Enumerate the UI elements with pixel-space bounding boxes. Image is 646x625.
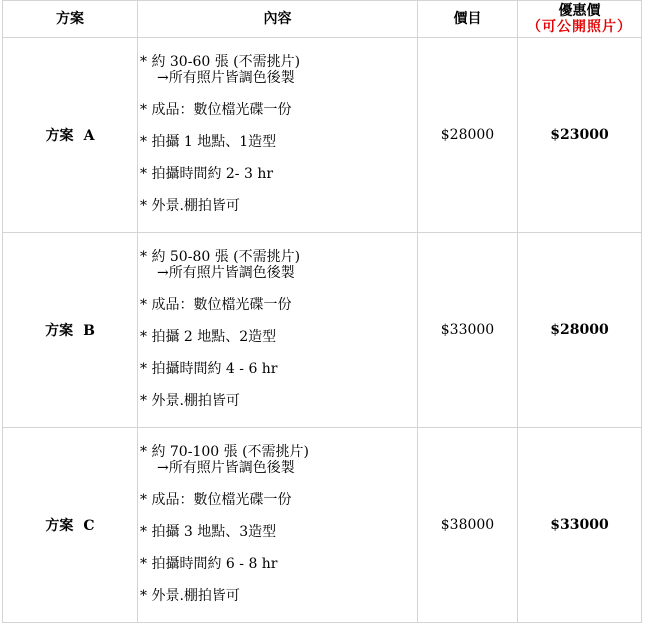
plan-price: $28000 xyxy=(418,38,518,233)
plan-discount-price: $33000 xyxy=(518,428,642,623)
header-content: 內容 xyxy=(138,0,418,38)
plan-content-cell xyxy=(138,428,418,623)
header-price: 價目 xyxy=(418,0,518,38)
plan-name: 方案 xyxy=(45,323,74,339)
content-item: * 約 70-100 張 (不需挑片) →所有照片皆調色後製 xyxy=(140,444,417,476)
header-discount-note: （可公開照片） xyxy=(527,19,632,35)
content-item: * 外景.棚拍皆可 xyxy=(140,588,240,604)
plan-price: $38000 xyxy=(418,428,518,623)
plan-letter: B xyxy=(83,323,95,339)
plan-name-cell xyxy=(2,38,138,233)
table-row xyxy=(2,233,642,428)
content-item: * 約 30-60 張 (不需挑片) →所有照片皆調色後製 xyxy=(140,54,417,86)
plan-discount-price: $28000 xyxy=(518,233,642,428)
content-item: * 拍攝時間約 6 - 8 hr xyxy=(140,556,278,572)
plan-content-cell xyxy=(138,38,418,233)
content-item: * 成品：數位檔光碟一份 xyxy=(140,492,292,508)
content-item: * 拍攝時間約 2- 3 hr xyxy=(140,166,274,182)
plan-name-cell xyxy=(2,233,138,428)
plan-letter: A xyxy=(83,128,95,144)
content-item: * 成品：數位檔光碟一份 xyxy=(140,102,292,118)
content-item: * 拍攝 3 地點、3造型 xyxy=(140,524,277,540)
content-item: * 成品：數位檔光碟一份 xyxy=(140,297,292,313)
plan-discount-price: $23000 xyxy=(518,38,642,233)
plan-name: 方案 xyxy=(45,128,74,144)
table-row xyxy=(2,38,642,233)
content-item: * 拍攝時間約 4 - 6 hr xyxy=(140,361,278,377)
plan-name: 方案 xyxy=(45,518,74,534)
table-row xyxy=(2,428,642,623)
content-subitem: →所有照片皆調色後製 xyxy=(157,265,295,281)
content-item: * 拍攝 2 地點、2造型 xyxy=(140,329,277,345)
plan-letter: C xyxy=(83,518,95,534)
content-item: * 外景.棚拍皆可 xyxy=(140,393,240,409)
header-plan: 方案 xyxy=(2,0,138,38)
header-row xyxy=(2,0,642,38)
content-item: * 拍攝 1 地點、1造型 xyxy=(140,134,277,150)
content-item: * 約 50-80 張 (不需挑片) →所有照片皆調色後製 xyxy=(140,249,417,281)
header-discount xyxy=(518,0,642,38)
pricing-table xyxy=(2,0,642,623)
content-subitem: →所有照片皆調色後製 xyxy=(157,460,295,476)
content-item: * 外景.棚拍皆可 xyxy=(140,198,240,214)
plan-name-cell xyxy=(2,428,138,623)
content-subitem: →所有照片皆調色後製 xyxy=(157,70,295,86)
plan-content-cell xyxy=(138,233,418,428)
header-discount-label: 優惠價 xyxy=(558,3,601,19)
plan-price: $33000 xyxy=(418,233,518,428)
